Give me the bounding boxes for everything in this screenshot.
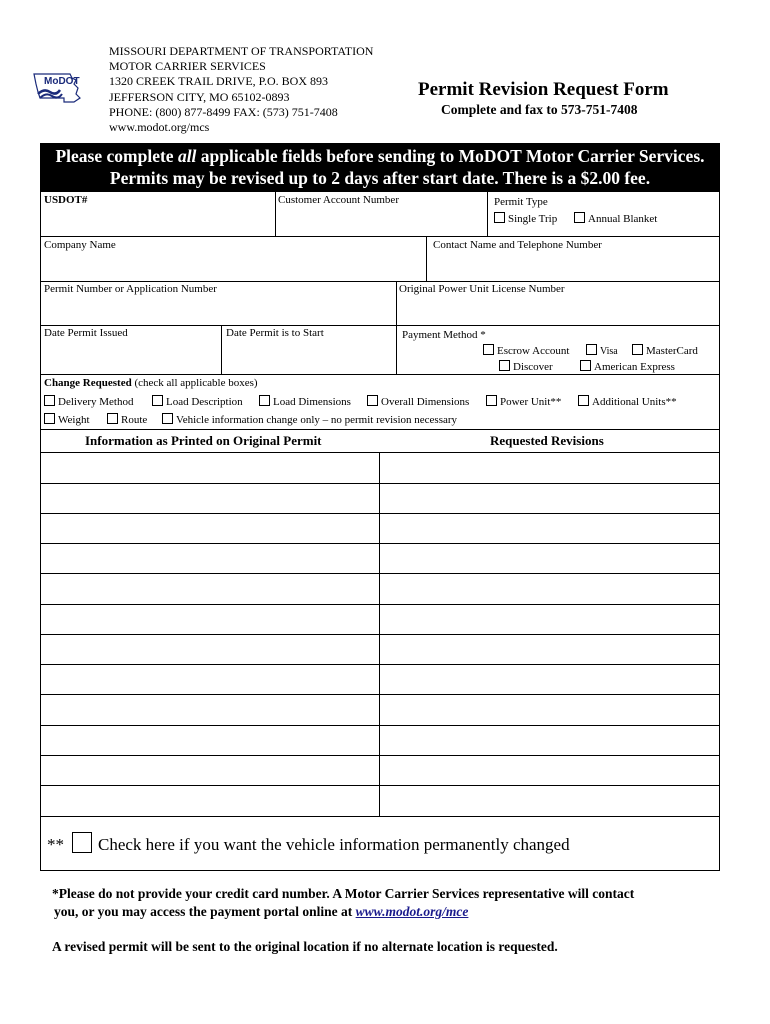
permit-revision-form bbox=[40, 191, 720, 871]
instructions-banner bbox=[40, 143, 720, 191]
missouri-map-logo-icon bbox=[30, 70, 98, 104]
power-unit-option[interactable] bbox=[486, 395, 561, 408]
overall-dimensions-option[interactable] bbox=[367, 395, 469, 408]
annual-blanket-option[interactable] bbox=[574, 212, 657, 225]
payment-portal-link[interactable]: www.modot.org/mce bbox=[355, 904, 469, 919]
load-description-label: Load Description bbox=[166, 396, 243, 408]
website[interactable]: www.modot.org/mcs bbox=[109, 120, 210, 135]
visa-option[interactable] bbox=[586, 344, 618, 357]
route-label: Route bbox=[121, 414, 148, 426]
vehicle-info-label: Vehicle information change only – no permit revision necessary bbox=[176, 414, 458, 426]
vehicle-info-checkbox[interactable] bbox=[162, 413, 173, 424]
date-start-field[interactable]: Date Permit is to Start bbox=[226, 327, 324, 339]
permanent-change-checkbox[interactable] bbox=[72, 832, 92, 853]
delivery-method-checkbox[interactable] bbox=[44, 395, 55, 406]
amex-option[interactable] bbox=[580, 360, 675, 373]
requested-revisions-header: Requested Revisions bbox=[490, 433, 604, 448]
load-description-option[interactable] bbox=[152, 395, 243, 408]
additional-units-option[interactable] bbox=[578, 395, 677, 408]
note-line-2 bbox=[52, 903, 634, 921]
logo-text: MoDOT bbox=[44, 76, 80, 87]
mastercard-label: MasterCard bbox=[646, 345, 698, 357]
permanent-change-row bbox=[47, 832, 570, 855]
delivery-method-label: Delivery Method bbox=[58, 396, 134, 408]
mastercard-checkbox[interactable] bbox=[632, 344, 643, 355]
annual-blanket-label: Annual Blanket bbox=[588, 213, 658, 225]
escrow-option[interactable] bbox=[483, 344, 569, 357]
weight-checkbox[interactable] bbox=[44, 413, 55, 424]
credit-card-note bbox=[52, 885, 634, 921]
discover-checkbox[interactable] bbox=[499, 360, 510, 371]
usdot-field[interactable]: USDOT# bbox=[44, 194, 88, 206]
agency-address bbox=[109, 44, 373, 135]
revised-permit-note: A revised permit will be sent to the original location if no alternate location is requested. bbox=[52, 939, 558, 954]
original-info-header: Information as Printed on Original Permit bbox=[85, 433, 322, 448]
division-name: MOTOR CARRIER SERVICES bbox=[109, 59, 266, 74]
change-requested-title: Change Requested bbox=[44, 377, 132, 389]
load-description-checkbox[interactable] bbox=[152, 395, 163, 406]
weight-label: Weight bbox=[58, 414, 90, 426]
customer-account-field[interactable]: Customer Account Number bbox=[278, 194, 399, 206]
power-unit-checkbox[interactable] bbox=[486, 395, 497, 406]
overall-dimensions-label: Overall Dimensions bbox=[381, 396, 470, 408]
weight-option[interactable] bbox=[44, 413, 90, 426]
mastercard-option[interactable] bbox=[632, 344, 698, 357]
load-dimensions-option[interactable] bbox=[259, 395, 351, 408]
street-address: 1320 CREEK TRAIL DRIVE, P.O. BOX 893 bbox=[109, 74, 329, 89]
form-title: Permit Revision Request Form bbox=[418, 79, 669, 100]
date-issued-field[interactable]: Date Permit Issued bbox=[44, 327, 128, 339]
banner-emphasis: all bbox=[177, 146, 197, 166]
single-trip-checkbox[interactable] bbox=[494, 212, 505, 223]
load-dimensions-checkbox[interactable] bbox=[259, 395, 270, 406]
banner-line-1 bbox=[40, 145, 720, 167]
single-trip-label: Single Trip bbox=[508, 213, 558, 225]
vehicle-info-option[interactable] bbox=[162, 413, 457, 426]
banner-line-2: Permits may be revised up to 2 days after start date. There is a $2.00 fee. bbox=[109, 168, 651, 188]
discover-label: Discover bbox=[513, 361, 553, 373]
change-requested-hint: (check all applicable boxes) bbox=[131, 377, 258, 389]
banner-pre: Please complete bbox=[55, 146, 178, 166]
modot-logo bbox=[30, 70, 98, 104]
change-requested-label bbox=[44, 377, 258, 389]
escrow-checkbox[interactable] bbox=[483, 344, 494, 355]
visa-label: Visa bbox=[600, 346, 618, 357]
power-unit-label: Power Unit** bbox=[500, 396, 562, 408]
additional-units-checkbox[interactable] bbox=[578, 395, 589, 406]
double-asterisk: ** bbox=[47, 835, 64, 854]
form-subtitle: Complete and fax to 573-751-7408 bbox=[441, 102, 638, 117]
contact-field[interactable]: Contact Name and Telephone Number bbox=[433, 239, 602, 251]
permanent-change-label: Check here if you want the vehicle information permanently changed bbox=[98, 835, 570, 854]
annual-blanket-checkbox[interactable] bbox=[574, 212, 585, 223]
agency-name: MISSOURI DEPARTMENT OF TRANSPORTATION bbox=[109, 44, 374, 58]
delivery-method-option[interactable] bbox=[44, 395, 133, 408]
phone-fax: PHONE: (800) 877-8499 FAX: (573) 751-7408 bbox=[109, 104, 338, 119]
amex-label: American Express bbox=[594, 361, 675, 373]
route-checkbox[interactable] bbox=[107, 413, 118, 424]
permit-number-field[interactable]: Permit Number or Application Number bbox=[44, 283, 217, 295]
permit-type-label: Permit Type bbox=[494, 196, 548, 208]
load-dimensions-label: Load Dimensions bbox=[273, 396, 351, 408]
additional-units-label: Additional Units** bbox=[592, 396, 677, 408]
single-trip-option[interactable] bbox=[494, 212, 557, 225]
payment-method-label: Payment Method * bbox=[402, 329, 486, 341]
note-line-1: *Please do not provide your credit card number. A Motor Carrier Services representative will contact bbox=[52, 886, 635, 901]
overall-dimensions-checkbox[interactable] bbox=[367, 395, 378, 406]
license-field[interactable]: Original Power Unit License Number bbox=[399, 283, 565, 295]
discover-option[interactable] bbox=[499, 360, 553, 373]
city-state-zip: JEFFERSON CITY, MO 65102-0893 bbox=[109, 89, 290, 104]
banner-post: applicable fields before sending to MoDOT Motor Carrier Services. bbox=[196, 146, 705, 166]
route-option[interactable] bbox=[107, 413, 147, 426]
note-line-2-text: you, or you may access the payment portal online at bbox=[54, 904, 356, 919]
company-name-field[interactable]: Company Name bbox=[44, 239, 116, 251]
visa-checkbox[interactable] bbox=[586, 344, 597, 355]
amex-checkbox[interactable] bbox=[580, 360, 591, 371]
escrow-label: Escrow Account bbox=[497, 345, 570, 357]
